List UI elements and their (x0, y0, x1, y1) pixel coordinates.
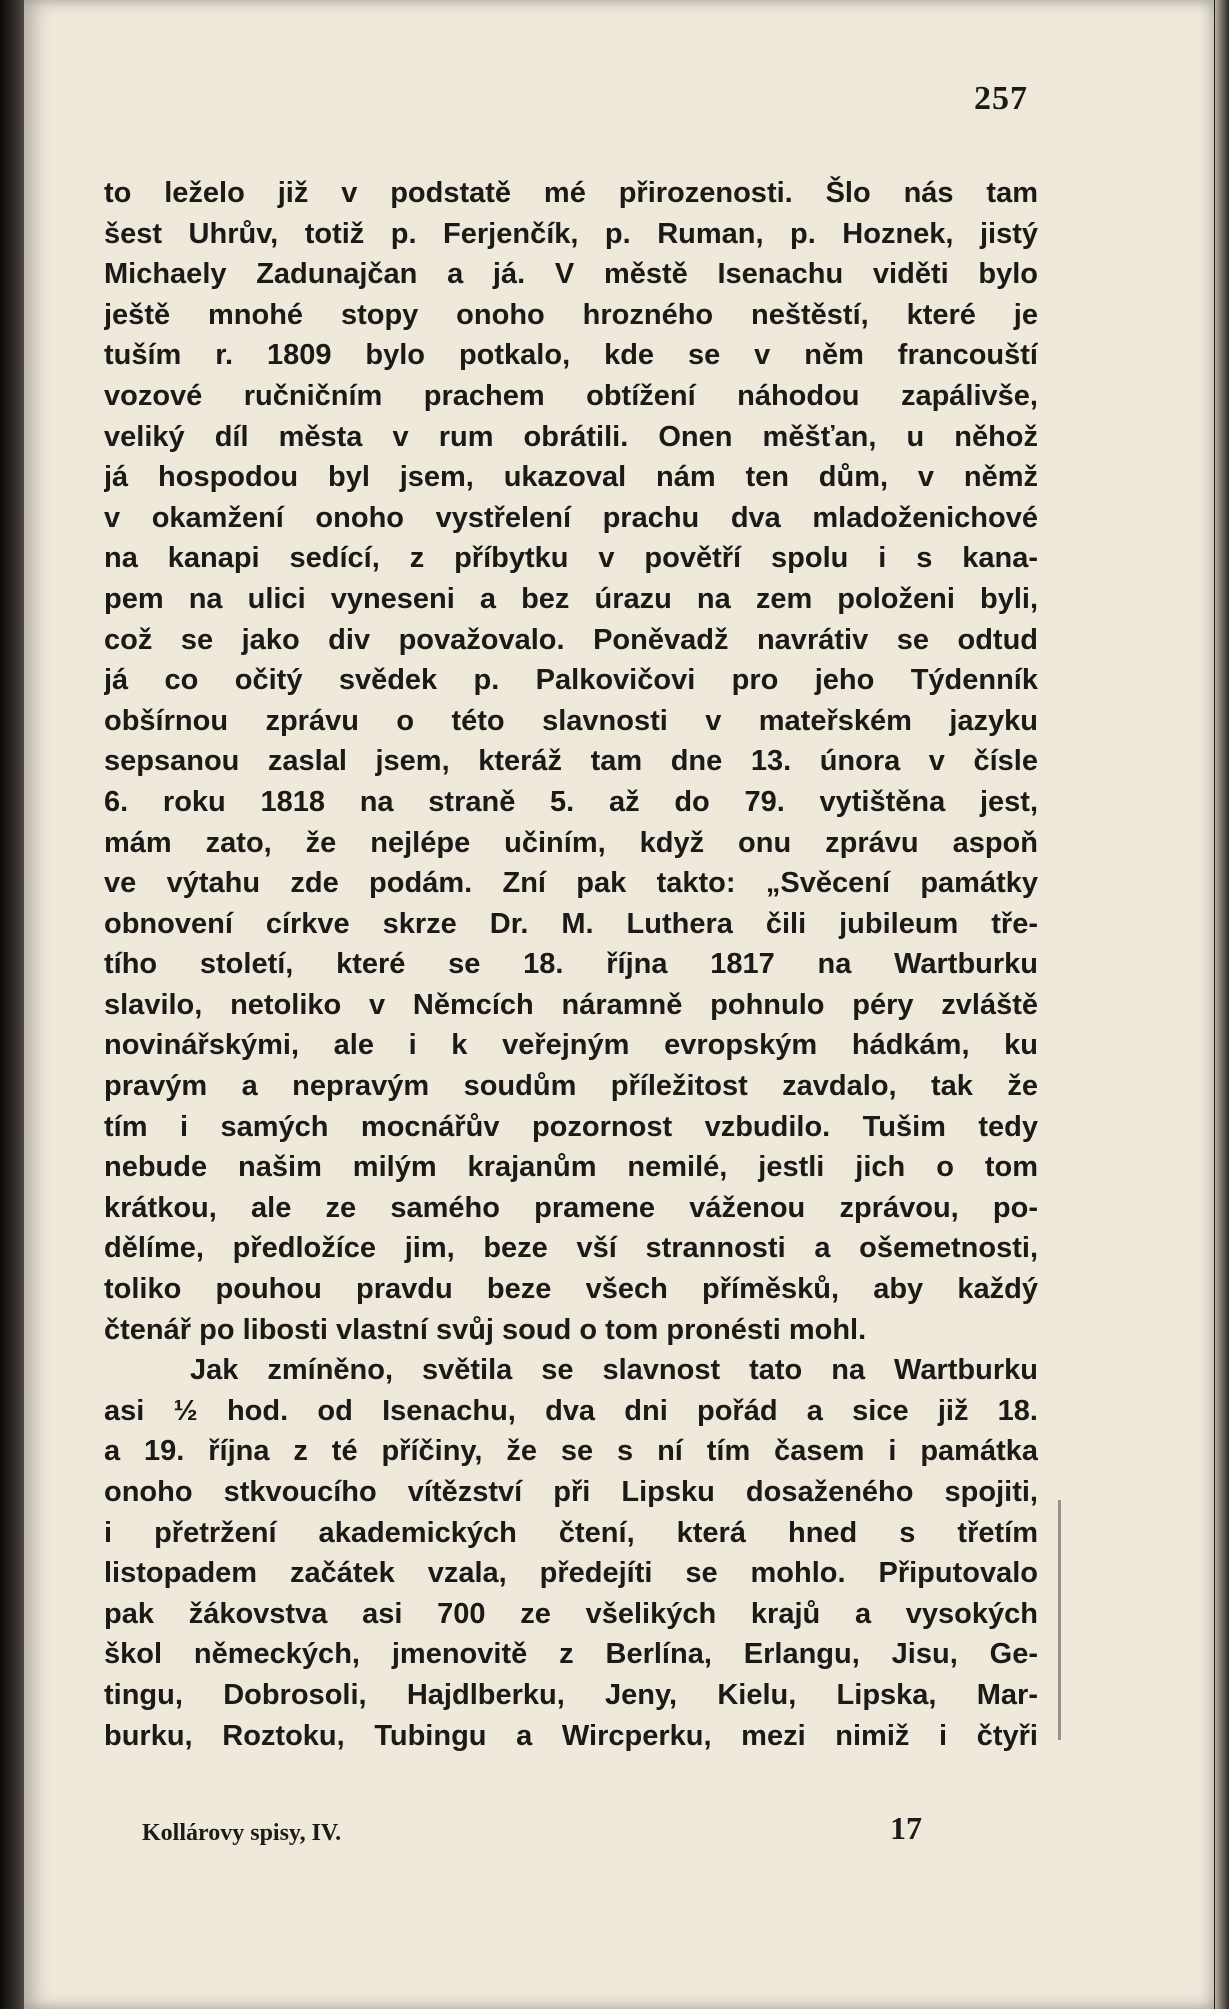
text-line-30: Jak zmíněno, světila se slavnost tato na Wartburku (190, 1354, 1038, 1387)
text-line-32: a 19. října z té příčiny, že se s ní tím časem i památka (104, 1435, 1038, 1468)
text-line-18: ve výtahu zde podám. Zní pak takto: „Svěcení památky (104, 867, 1038, 900)
text-line-3: Michaely Zadunajčan a já. V městě Isenachu viděti bylo (104, 258, 1038, 291)
text-line-5: tuším r. 1809 bylo potkalo, kde se v něm francouští (104, 339, 1038, 372)
text-line-19: obnovení církve skrze Dr. M. Luthera čili jubileum tře- (104, 907, 1038, 940)
text-line-23: pravým a nepravým soudům příležitost zavdalo, tak že (104, 1070, 1038, 1103)
text-line-36: pak žákovstva asi 700 ze všelikých krajů a vysokých (104, 1597, 1038, 1630)
body-text (104, 173, 1038, 1756)
text-line-29: čtenář po libosti vlastní svůj soud o tom pronésti mohl. (104, 1313, 867, 1346)
text-line-10: na kanapi sedící, z příbytku v povětří spolu i s kana- (104, 542, 1038, 575)
page-edge-shadow (1215, 0, 1229, 2009)
text-line-17: mám zato, že nejlépe učiním, když onu zprávu aspoň (104, 826, 1038, 859)
text-line-25: nebude našim milým krajanům nemilé, jestli jich o tom (104, 1151, 1038, 1184)
text-line-20: tího století, které se 18. října 1817 na Wartburku (104, 948, 1038, 981)
text-line-12: což se jako div považovalo. Poněvadž navrátiv se odtud (104, 623, 1038, 656)
text-line-21: slavilo, netoliko v Němcích náramně pohnulo péry zvláště (104, 988, 1038, 1021)
text-line-27: dělíme, předložíce jim, beze vší strannosti a ošemetnosti, (104, 1232, 1038, 1265)
text-line-24: tím i samých mocnářův pozornost vzbudilo. Tušim tedy (104, 1110, 1038, 1143)
text-line-34: i přetržení akademických čtení, která hned s třetím (104, 1516, 1038, 1549)
text-line-39: burku, Roztoku, Tubingu a Wircperku, mezi nimiž i čtyři (104, 1719, 1038, 1752)
book-page (24, 0, 1214, 2009)
footer-signature: Kollárovy spisy, IV. (142, 1820, 342, 1846)
text-line-31: asi ½ hod. od Isenachu, dva dni pořád a sice již 18. (104, 1394, 1038, 1427)
text-line-22: novinářskými, ale i k veřejným evropským hádkám, ku (104, 1029, 1038, 1062)
page-number: 257 (974, 80, 1028, 117)
text-line-35: listopadem začátek vzala, předejíti se mohlo. Připutovalo (104, 1557, 1038, 1590)
text-line-8: já hospodou byl jsem, ukazoval nám ten dům, v němž (104, 461, 1038, 494)
text-line-9: v okamžení onoho vystřelení prachu dva mladoženichové (104, 501, 1038, 534)
text-line-16: 6. roku 1818 na straně 5. až do 79. vytištěna jest, (104, 785, 1038, 818)
text-line-26: krátkou, ale ze samého pramene váženou zprávou, po- (104, 1191, 1038, 1224)
text-line-33: onoho stkvoucího vítězství při Lipsku dosaženého spojiti, (104, 1476, 1038, 1508)
margin-pencil-mark (1058, 1500, 1061, 1740)
text-line-7: veliký díl města v rum obrátili. Onen měšťan, u něhož (104, 420, 1038, 453)
text-line-13: já co očitý svědek p. Palkovičovi pro jeho Týdenník (104, 664, 1038, 697)
text-line-11: pem na ulici vyneseni a bez úrazu na zem položeni byli, (104, 582, 1038, 615)
text-line-38: tingu, Dobrosoli, Hajdlberku, Jeny, Kielu, Lipska, Mar- (104, 1678, 1038, 1711)
sheet-number: 17 (890, 1810, 922, 1846)
text-line-15: sepsanou zaslal jsem, kteráž tam dne 13. února v čísle (104, 745, 1038, 778)
text-line-1: to leželo již v podstatě mé přirozenosti. Šlo nás tam (104, 177, 1038, 209)
text-line-37: škol německých, jmenovitě z Berlína, Erlangu, Jisu, Ge- (104, 1638, 1038, 1671)
text-line-2: šest Uhrův, totiž p. Ferjenčík, p. Ruman, p. Hoznek, jistý (104, 217, 1038, 250)
text-line-4: ještě mnohé stopy onoho hrozného neštěstí, které je (104, 298, 1038, 331)
text-line-14: obšírnou zprávu o této slavnosti v mateřském jazyku (104, 704, 1038, 737)
text-line-6: vozové ručničním prachem obtížení náhodou zapálivše, (104, 379, 1038, 412)
text-line-28: toliko pouhou pravdu beze všech příměsků, aby každý (104, 1273, 1038, 1306)
